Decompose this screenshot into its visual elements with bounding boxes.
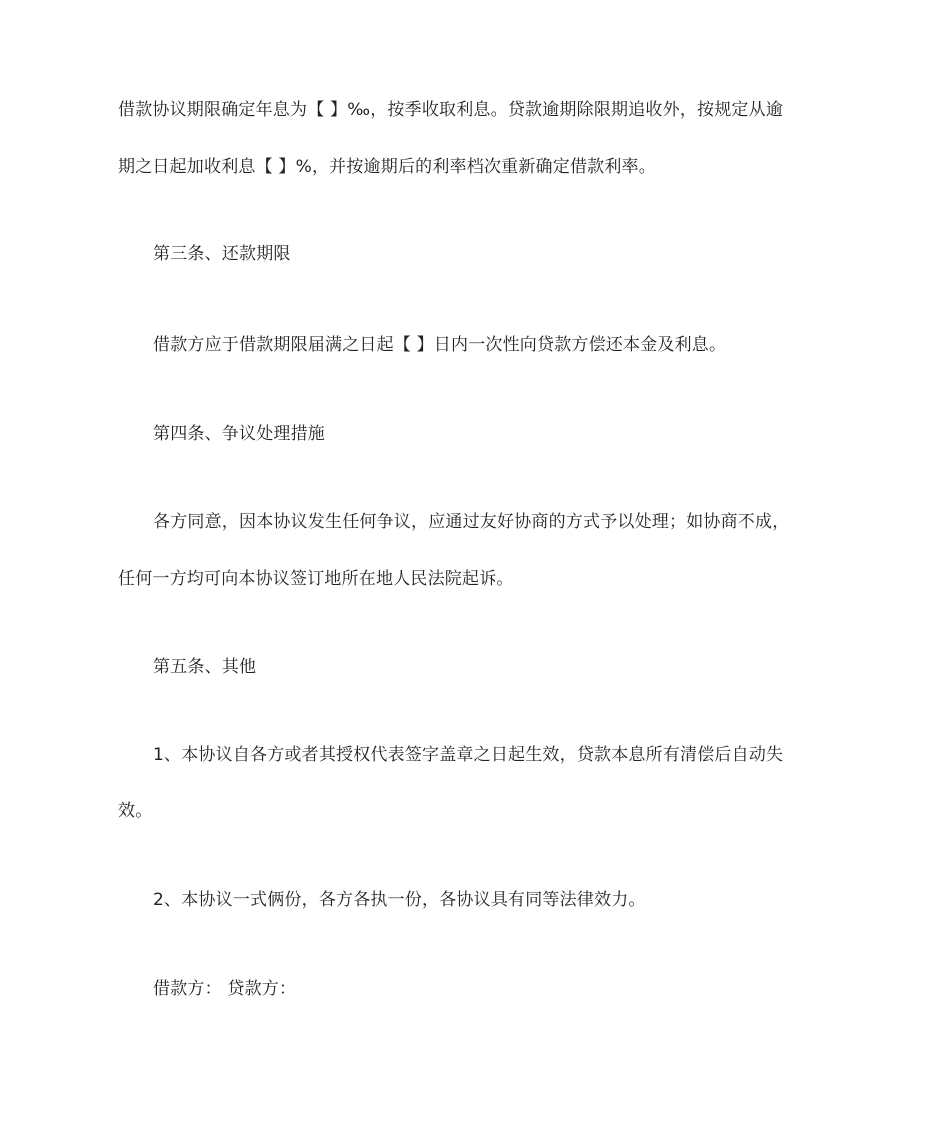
paragraph-interest-terms-line-1: 借款协议期限确定年息为【 】‰，按季收取利息。贷款逾期除限期追收外，按规定从逾 [118, 100, 784, 120]
clause-2: 2、本协议一式俩份，各方各执一份，各协议具有同等法律效力。 [153, 890, 646, 910]
paragraph-repayment-term: 借款方应于借款期限届满之日起【 】日内一次性向贷款方偿还本金及利息。 [153, 335, 727, 355]
section-heading-article-3: 第三条、还款期限 [153, 244, 291, 264]
paragraph-dispute-line-2: 任何一方均可向本协议签订地所在地人民法院起诉。 [118, 569, 514, 589]
section-heading-article-4: 第四条、争议处理措施 [153, 424, 325, 444]
paragraph-dispute-line-1: 各方同意，因本协议发生任何争议，应通过友好协商的方式予以处理；如协商不成， [153, 512, 790, 532]
clause-1-line-2: 效。 [118, 801, 153, 821]
paragraph-interest-terms-line-2: 期之日起加收利息【 】%，并按逾期后的利率档次重新确定借款利率。 [118, 157, 656, 177]
clause-1-line-1: 1、本协议自各方或者其授权代表签字盖章之日起生效，贷款本息所有清偿后自动失 [153, 745, 784, 765]
section-heading-article-5: 第五条、其他 [153, 657, 257, 677]
signature-line: 借款方： 贷款方： [153, 979, 297, 999]
